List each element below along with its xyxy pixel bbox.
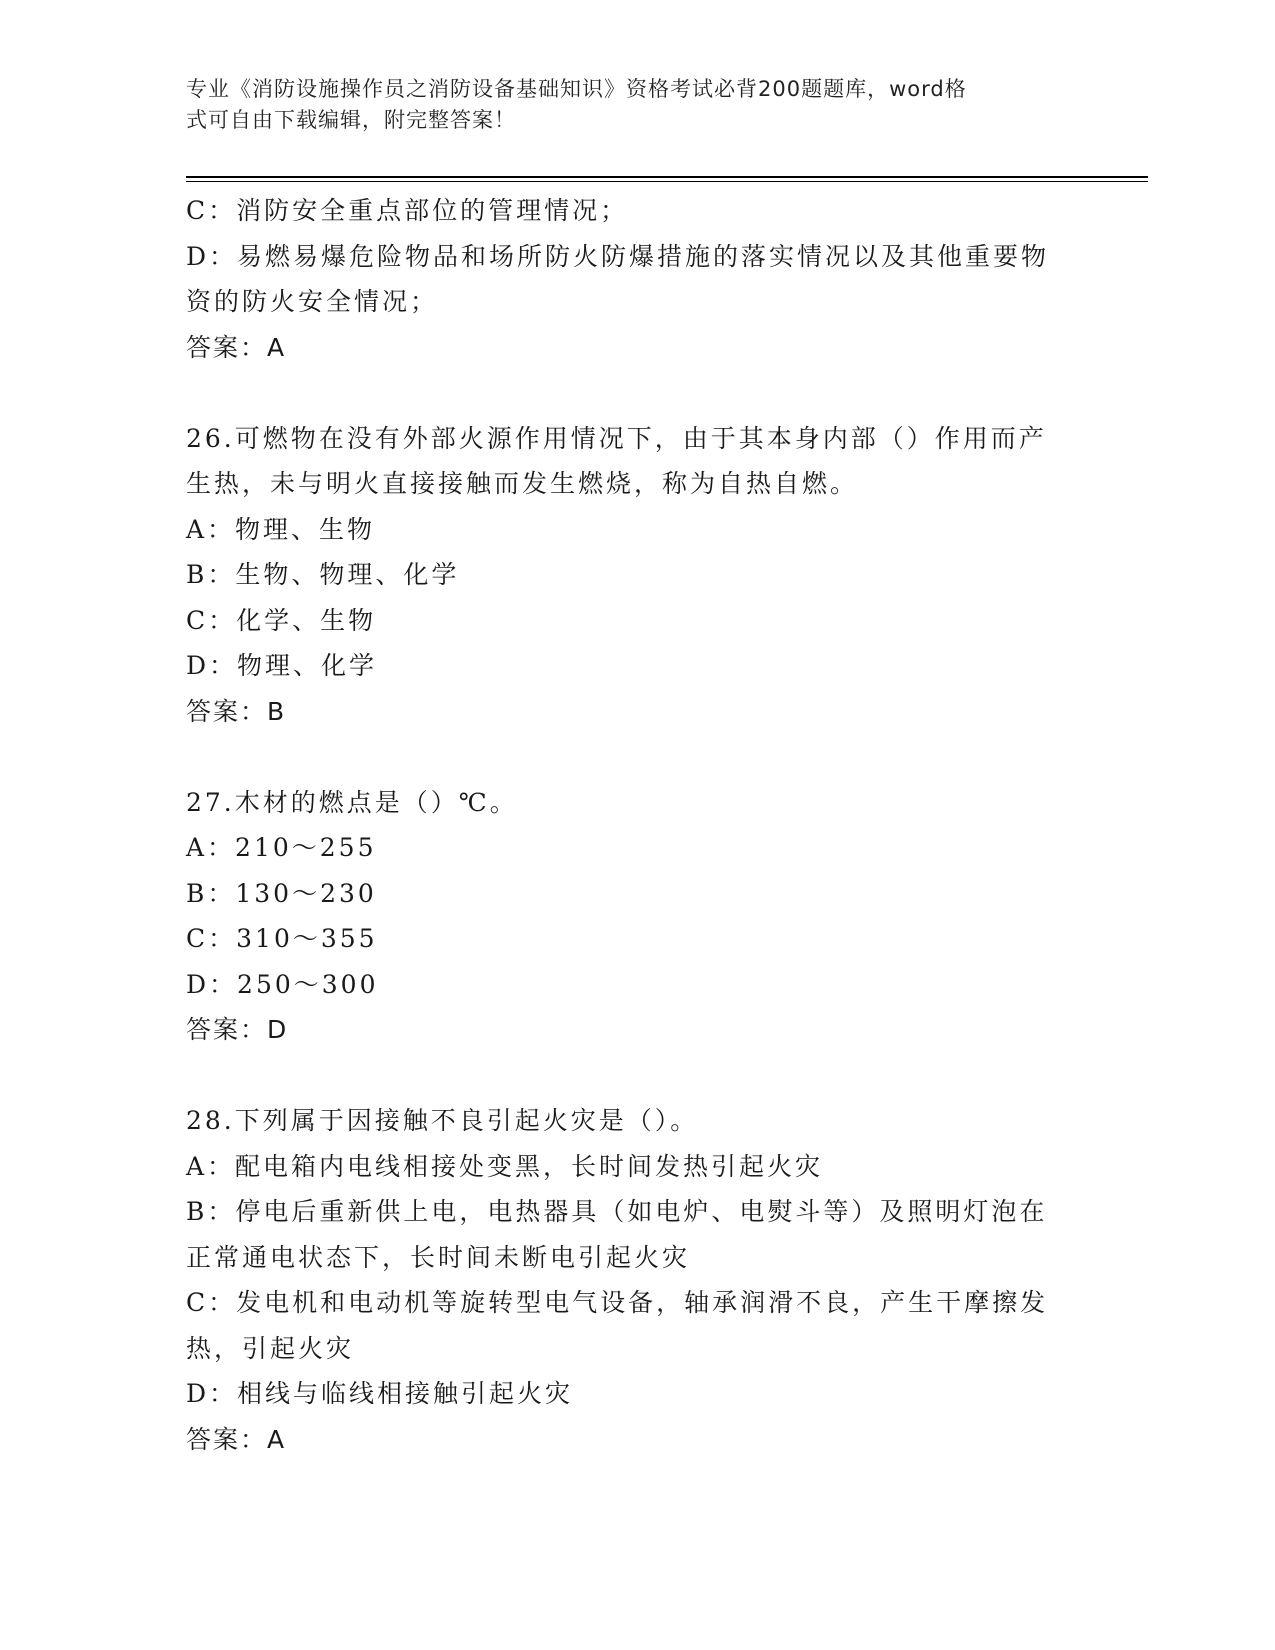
spacer bbox=[186, 1053, 1076, 1099]
spacer bbox=[186, 370, 1076, 416]
q26-stem-line-1: 26.可燃物在没有外部火源作用情况下，由于其本身内部（）作用而产 bbox=[186, 423, 1047, 453]
spacer bbox=[186, 734, 1076, 780]
q28-option-a: A：配电箱内电线相接处变黑，长时间发热引起火灾 bbox=[186, 1151, 824, 1181]
prev-option-d-line-2: 资的防火安全情况； bbox=[186, 287, 439, 316]
q26-option-b: B：生物、物理、化学 bbox=[186, 560, 460, 589]
prev-answer: 答案：A bbox=[186, 332, 287, 362]
q26-option-a: A：物理、生物 bbox=[186, 514, 376, 544]
q27-option-d: D：250～300 bbox=[186, 969, 379, 999]
q26-option-c: C：化学、生物 bbox=[186, 605, 377, 635]
q26-answer: 答案：B bbox=[186, 696, 287, 726]
q28-option-b-line-2: 正常通电状态下，长时间未断电引起火灾 bbox=[186, 1242, 691, 1272]
prev-option-d-line-1: D：易燃易爆危险物品和场所防火防爆措施的落实情况以及其他重要物 bbox=[186, 241, 1050, 271]
q28-answer: 答案：A bbox=[186, 1424, 287, 1454]
q26-stem-line-2: 生热，未与明火直接接触而发生燃烧，称为自热自燃。 bbox=[186, 469, 859, 498]
header-divider-thick bbox=[186, 176, 1148, 178]
q28-option-d: D：相线与临线相接触引起火灾 bbox=[186, 1379, 574, 1408]
header-title-line-1: 专业《消防设施操作员之消防设备基础知识》资格考试必背200题题库，word格 bbox=[186, 77, 967, 101]
q27-answer: 答案：D bbox=[186, 1015, 289, 1044]
q27-option-a: A：210～255 bbox=[186, 833, 377, 862]
question-content bbox=[186, 188, 1076, 1462]
header-title-line-2: 式可自由下载编辑，附完整答案！ bbox=[186, 108, 516, 132]
q28-option-b-line-1: B：停电后重新供上电，电热器具（如电炉、电熨斗等）及照明灯泡在 bbox=[186, 1197, 1048, 1226]
prev-option-c: C：消防安全重点部位的管理情况； bbox=[186, 196, 629, 225]
q27-option-c: C：310～355 bbox=[186, 924, 378, 953]
q28-option-c-line-1: C：发电机和电动机等旋转型电气设备，轴承润滑不良，产生干摩擦发 bbox=[186, 1288, 1049, 1317]
q28-stem: 28.下列属于因接触不良引起火灾是（）。 bbox=[186, 1106, 699, 1135]
header-divider-thin bbox=[186, 181, 1148, 182]
document-header bbox=[186, 74, 1066, 136]
q28-option-c-line-2: 热，引起火灾 bbox=[186, 1333, 355, 1363]
q27-stem: 27.木材的燃点是（）℃。 bbox=[186, 787, 518, 817]
q27-option-b: B：130～230 bbox=[186, 878, 377, 908]
q26-option-d: D：物理、化学 bbox=[186, 651, 378, 680]
